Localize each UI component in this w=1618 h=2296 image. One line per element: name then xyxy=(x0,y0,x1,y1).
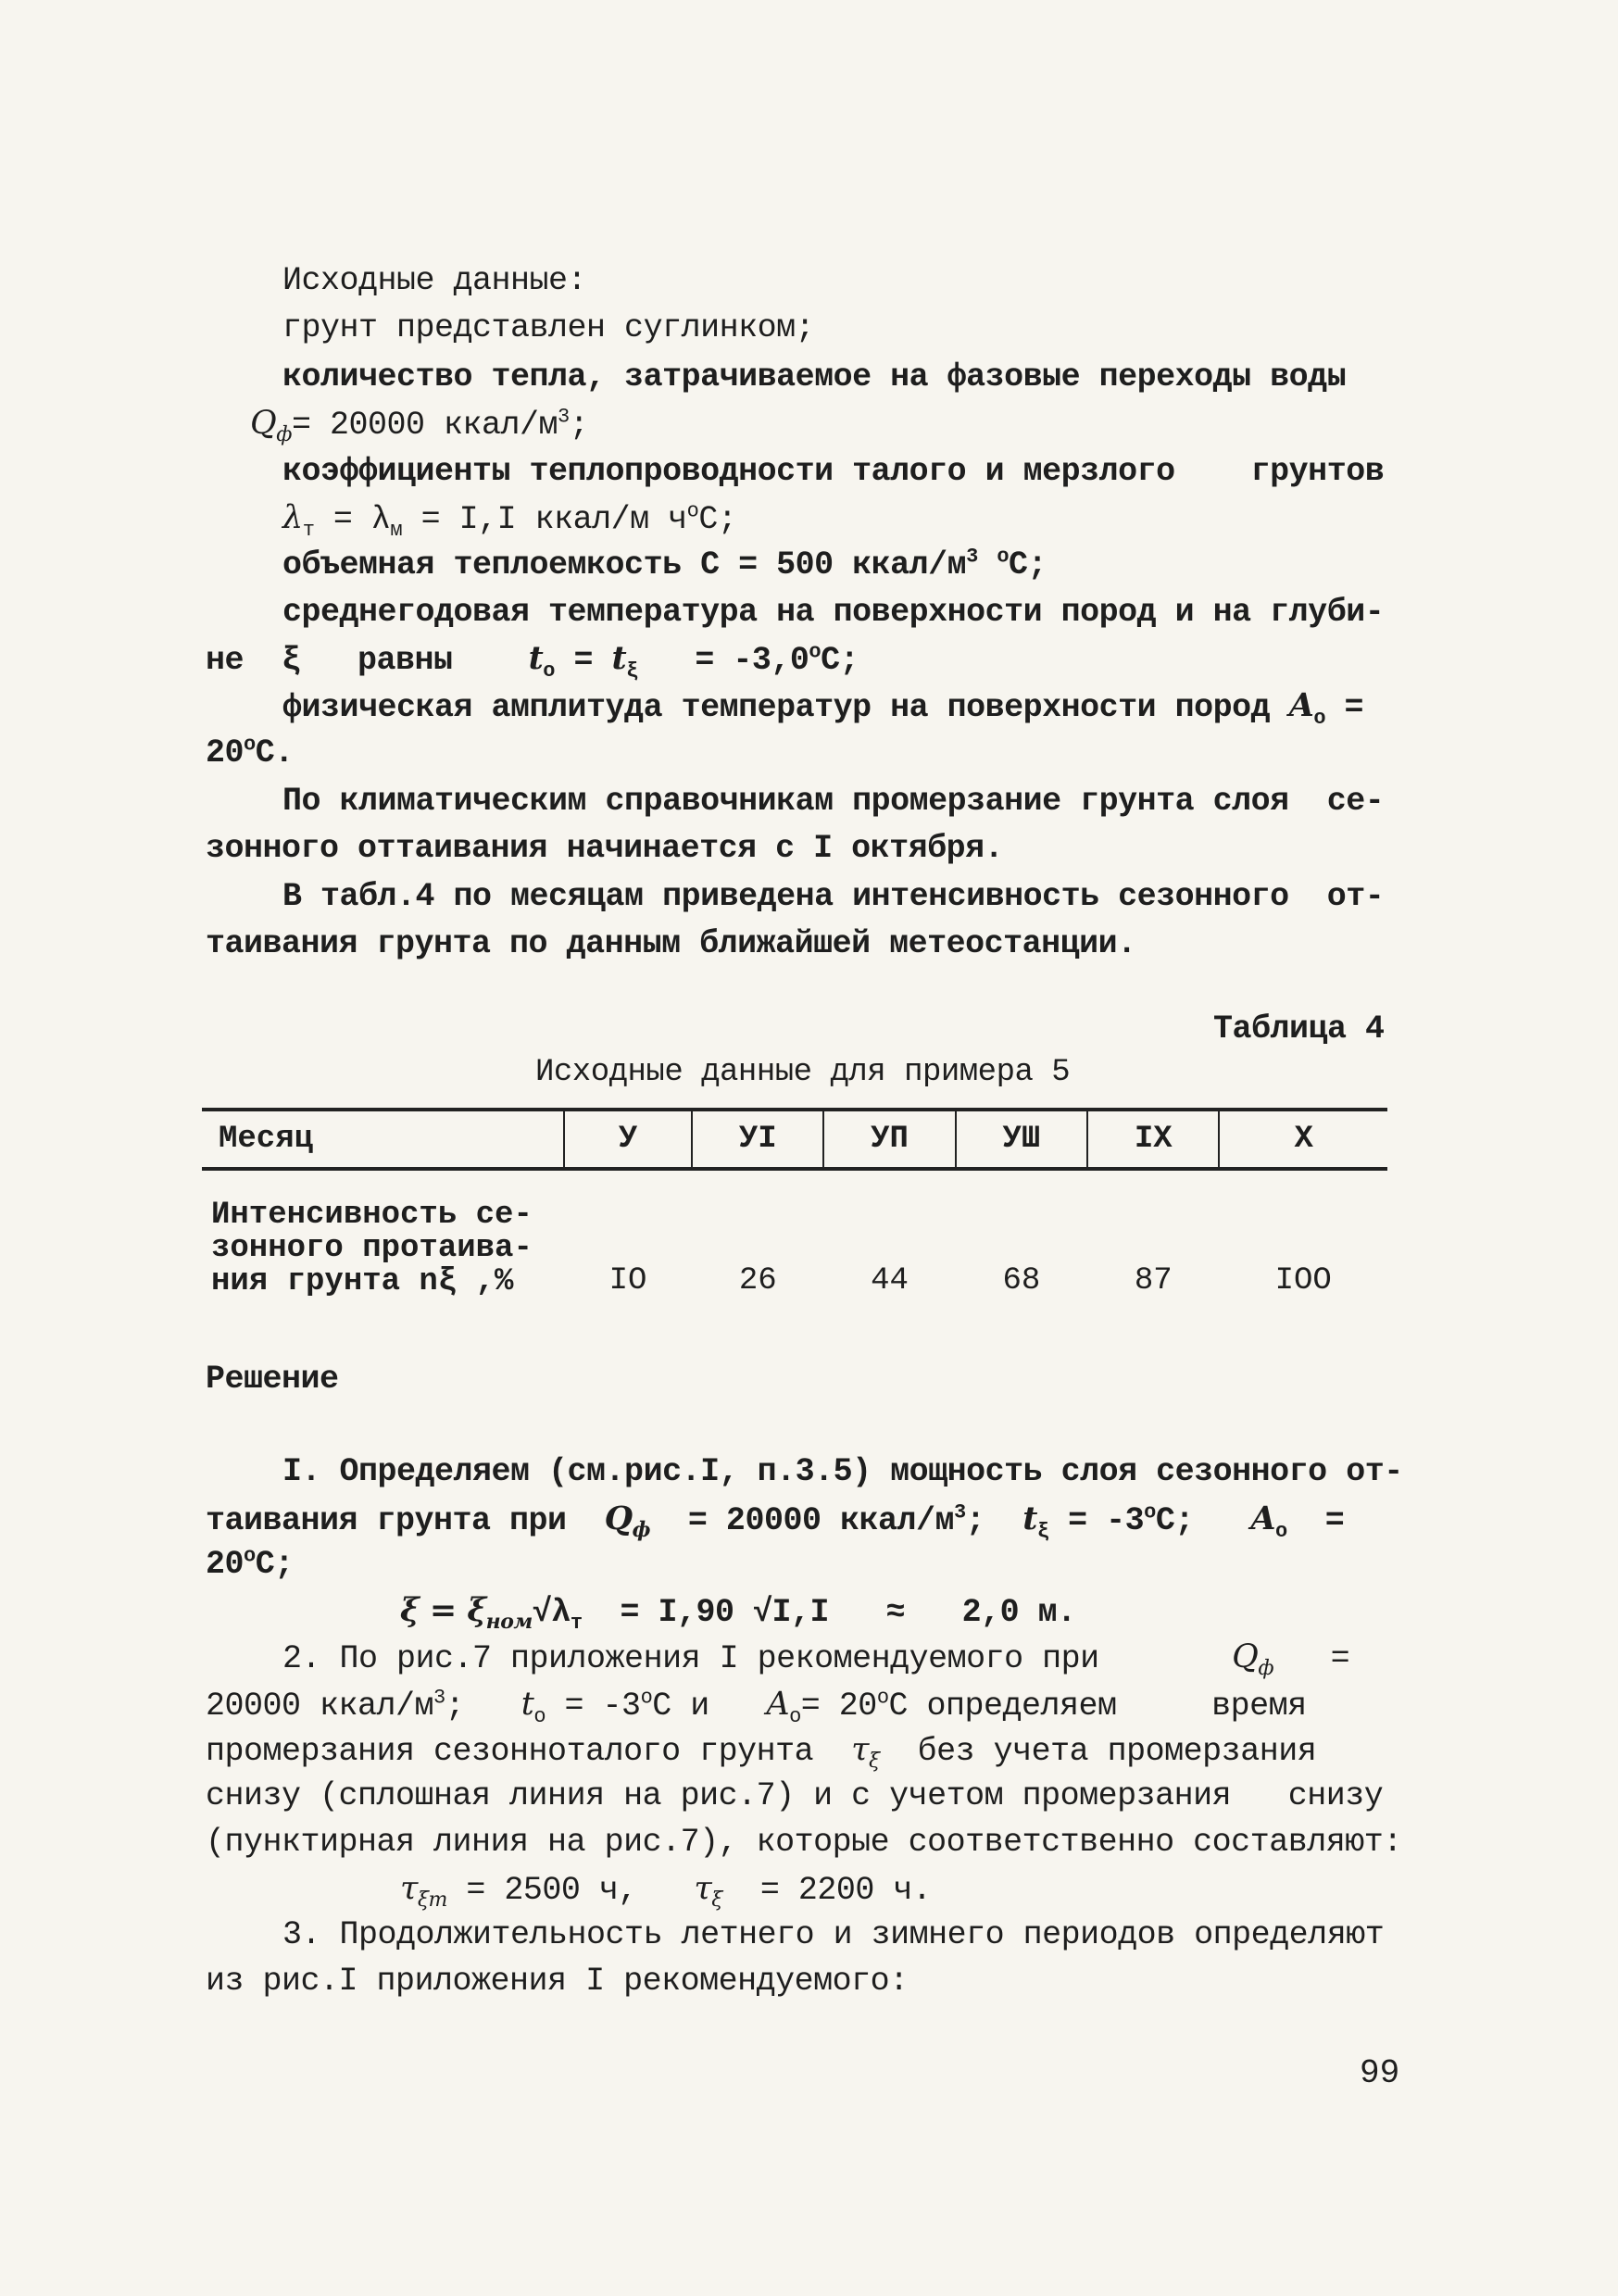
header-vi: УI xyxy=(692,1110,823,1169)
value-vi: 26 xyxy=(738,1263,777,1299)
intro-line-9: физическая амплитуда температур на поверхности пород $A_о$ = xyxy=(282,686,1364,730)
intro-line-2: количество тепла, затрачиваемое на фазовые переходы воды xyxy=(282,358,1347,395)
table-number: Таблица 4 xyxy=(1213,1010,1385,1048)
step3-line-1: 3. Продолжительность летнего и зимнего периодов определяют xyxy=(282,1916,1385,1953)
solution-heading: Решение xyxy=(206,1361,339,1398)
value-viii: 68 xyxy=(1002,1263,1041,1299)
intro-line-10: $20^оС$. xyxy=(206,733,294,772)
step2-line-4: снизу (сплошная линия на рис.7) и с учетом промерзания снизу xyxy=(206,1777,1384,1814)
value-v: IO xyxy=(608,1263,647,1299)
header-viii: УШ xyxy=(956,1110,1087,1169)
page-number: 99 xyxy=(1360,2054,1400,2092)
intro-line-7: среднегодовая температура на поверхности пород и на глуби- xyxy=(282,594,1385,631)
value-vii: 44 xyxy=(871,1263,909,1299)
intro-heading: Исходные данные: xyxy=(282,262,587,299)
table-row xyxy=(202,1169,1387,1304)
step3-line-2: из рис.I приложения I рекомендуемого: xyxy=(206,1963,909,2000)
intro-line-6: объемная теплоемкость С = 500 ккал/$м^3$ $^о$С; xyxy=(282,545,1047,583)
intro-line-8: не ξ равны $t_о = t_\xi = -3,0^оС$; xyxy=(206,639,859,683)
header-ix: IX xyxy=(1087,1110,1219,1169)
value-ix: 87 xyxy=(1134,1263,1173,1299)
para2-line-1: В табл.4 по месяцам приведена интенсивность сезонного от- xyxy=(282,878,1385,915)
intro-line-3: $Q_ф= 20000$ ккал/$м^3$; xyxy=(250,405,589,446)
table-header-row xyxy=(202,1110,1387,1169)
step2-line-1: 2. По рис.7 приложения I рекомендуемого при $Q_ф$ = xyxy=(282,1638,1350,1680)
step1-formula: $\xi = \xi_{ном}√\lambda_т = I,90$ √I,I ≈ 2,0 м. xyxy=(400,1591,1076,1635)
para2-line-2: таивания грунта по данным ближайшей метеостанции. xyxy=(206,925,1136,962)
header-month: Месяц xyxy=(202,1110,564,1169)
header-v: У xyxy=(564,1110,692,1169)
step1-line-1: I. Определяем (см.рис.I, п.3.5) мощность слоя сезонного от- xyxy=(282,1453,1403,1490)
row-label: Интенсивность се- зонного протаива- ния грунта nξ ,% xyxy=(211,1198,533,1299)
intro-line-5: $\lambda_т = \lambda_м = I,I$ ккал/м $ч^оС$; xyxy=(282,499,737,542)
header-vii: УП xyxy=(823,1110,955,1169)
data-table xyxy=(202,1108,1387,1304)
step2-line-2: 20000 ккал/$м^3$; $t_о = -3^оС$ и $A_о= 20^оС$ определяем время xyxy=(206,1686,1307,1728)
intro-line-1: грунт представлен суглинком; xyxy=(282,309,815,346)
para1-line-2: зонного оттаивания начинается с I октября. xyxy=(206,830,1004,867)
value-x: IOO xyxy=(1274,1263,1332,1299)
header-x: X xyxy=(1219,1110,1387,1169)
table-caption: Исходные данные для примера 5 xyxy=(535,1055,1071,1090)
step2-line-6: $\tau_{\xi m} = 2500$ ч, $\tau_\xi = 2200$ ч. xyxy=(400,1870,932,1912)
step2-line-5: (пунктирная линия на рис.7), которые соответственно составляют: xyxy=(206,1824,1402,1861)
step2-line-3: промерзания сезонноталого грунта $\tau_\xi$ без учета промерзания xyxy=(206,1731,1317,1773)
step1-line-2: таивания грунта при $Q_ф = 20000$ ккал/$м^3$; $t_\xi = -3^оС$; $A_о$ = xyxy=(206,1499,1345,1543)
para1-line-1: По климатическим справочникам промерзание грунта слоя се- xyxy=(282,783,1385,820)
intro-line-4: коэффициенты теплопроводности талого и мерзлого грунтов xyxy=(282,453,1385,490)
step1-line-3: $20^оС$; xyxy=(206,1544,294,1583)
